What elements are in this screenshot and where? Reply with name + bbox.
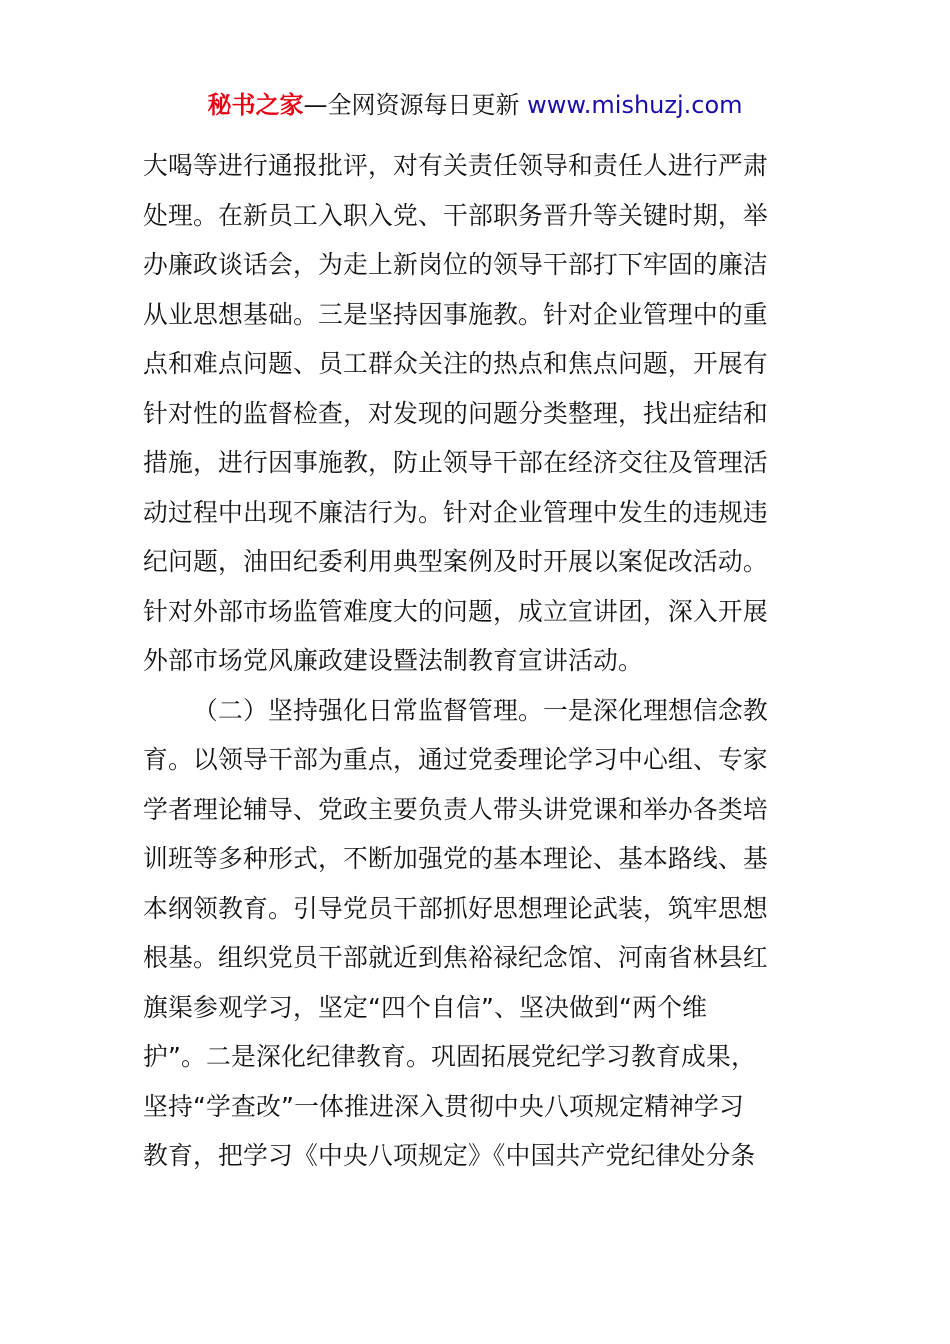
text-line: 从业思想基础。三是坚持因事施教。针对企业管理中的重 [143,299,768,329]
text-line: 针对性的监督检查，对发现的问题分类整理，找出症结和 [143,398,768,428]
text-line: 措施，进行因事施教，防止领导干部在经济交往及管理活 [143,448,768,477]
text-line: 根基。组织党员干部就近到焦裕禄纪念馆、河南省林县红 [143,943,768,972]
text-line: 点和难点问题、员工群众关注的热点和焦点问题，开展有 [143,349,768,378]
site-url-link[interactable]: www.mishuzj.com [527,91,743,119]
text-line: 教育，把学习《中央八项规定》《中国共产党纪律处分条 [143,1141,756,1170]
text-line: 育。以领导干部为重点，通过党委理论学习中心组、专家 [143,745,768,774]
section-heading-line: （二）坚持强化日常监督管理。一是深化理想信念教 [193,695,768,725]
text-line: 处理。在新员工入职入党、干部职务晋升等关键时期，举 [143,200,768,230]
text-line: 大喝等进行通报批评，对有关责任领导和责任人进行严肃 [143,151,768,180]
text-line: 纪问题，油田纪委利用典型案例及时开展以案促改活动。 [143,547,768,576]
page-header [0,88,950,122]
text-line: 学者理论辅导、党政主要负责人带头讲党课和举办各类培 [143,794,768,824]
text-line: 外部市场党风廉政建设暨法制教育宣讲活动。 [143,646,643,675]
text-line: 旗渠参观学习，坚定“四个自信”、坚决做到“两个维 [143,992,708,1022]
text-line: 坚持“学查改”一体推进深入贯彻中央八项规定精神学习 [143,1091,745,1121]
text-line: 动过程中出现不廉洁行为。针对企业管理中发生的违规违 [143,497,768,527]
document-body [143,141,809,1181]
text-line: 训班等多种形式，不断加强党的基本理论、基本路线、基 [143,844,768,873]
text-line: 办廉政谈话会，为走上新岗位的领导干部打下牢固的廉洁 [143,250,768,279]
header-tagline: —全网资源每日更新 [303,91,528,119]
site-name: 秘书之家 [207,91,304,119]
text-line: 护”。二是深化纪律教育。巩固拓展党纪学习教育成果， [143,1042,756,1071]
text-line: 本纲领教育。引导党员干部抓好思想理论武装，筑牢思想 [143,893,768,923]
text-line: 针对外部市场监管难度大的问题，成立宣讲团，深入开展 [143,596,768,626]
